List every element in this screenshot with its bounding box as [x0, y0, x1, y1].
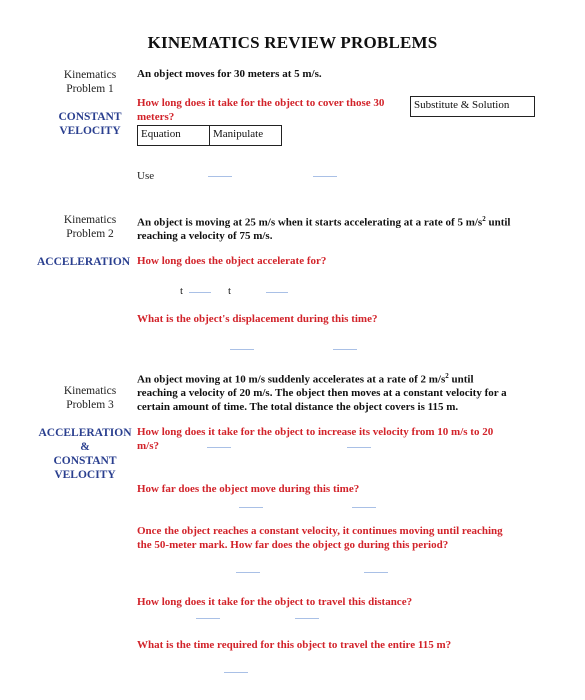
answer-blank[interactable] — [189, 292, 211, 293]
answer-blank[interactable] — [239, 507, 263, 508]
problem-1-type-line1: CONSTANT — [58, 111, 122, 123]
problem-1-type-line2: VELOCITY — [59, 125, 121, 137]
problem-1-label-line1: Kinematics — [63, 69, 117, 81]
problem-3-label-line1: Kinematics — [63, 385, 117, 397]
problem-3-label — [50, 384, 130, 412]
problem-2-statement — [137, 213, 547, 244]
answer-blank[interactable] — [313, 176, 337, 177]
problem-2-statement-exponent: 2 — [482, 215, 486, 223]
problem-3-question-1-line1: How long does it take for the object to increase its velocity from 10 m/s to 20 — [137, 426, 494, 438]
page-title: KINEMATICS REVIEW PROBLEMS — [147, 33, 438, 52]
problem-1-label — [50, 68, 130, 96]
problem-3-type-line4: VELOCITY — [54, 469, 116, 481]
equation-label: Equation — [141, 128, 181, 140]
problem-3-type-line2: & — [80, 441, 90, 453]
answer-blank[interactable] — [208, 176, 232, 177]
problem-1-label-line2: Problem 1 — [66, 83, 114, 95]
answer-blank[interactable] — [236, 572, 260, 573]
problem-2-statement-part-b: until — [485, 216, 511, 229]
problem-2-statement-part-a: An object is moving at 25 m/s when it starts accelerating at a rate of 5 m/s — [137, 216, 483, 229]
problem-2-question-1: How long does the object accelerate for? — [137, 255, 327, 267]
problem-3-statement-part-b: until — [448, 373, 474, 386]
problem-2-question-2: What is the object's displacement during this time? — [137, 313, 378, 325]
problem-3-statement-line3: certain amount of time. The total distance the object covers is 115 m. — [137, 400, 459, 413]
substitute-solution-box[interactable] — [410, 96, 535, 117]
problem-3-question-3-line2: the 50-meter mark. How far does the object go during this period? — [137, 538, 449, 551]
answer-blank[interactable] — [207, 447, 231, 448]
problem-3-question-5: What is the time required for this object to travel the entire 115 m? — [137, 639, 452, 651]
problem-2-label — [50, 213, 130, 241]
problem-2-statement-line2: reaching a velocity of 75 m/s. — [137, 230, 273, 243]
manipulate-label: Manipulate — [213, 128, 264, 140]
problem-3-type-line1: ACCELERATION — [38, 427, 132, 439]
answer-blank[interactable] — [230, 349, 254, 350]
problem-1-statement: An object moves for 30 meters at 5 m/s. — [137, 68, 322, 80]
time-symbol-1: t — [180, 285, 184, 297]
manipulate-box[interactable] — [209, 125, 282, 146]
use-label: Use — [137, 170, 155, 182]
problem-1-type — [45, 110, 135, 138]
problem-3-statement-part-a: An object moving at 10 m/s suddenly accelerates at a rate of 2 m/s — [137, 373, 446, 386]
answer-blank[interactable] — [333, 349, 357, 350]
problem-3-type-line3: CONSTANT — [53, 455, 117, 467]
problem-3-label-line2: Problem 3 — [66, 399, 114, 411]
problem-3-question-2: How far does the object move during this time? — [137, 483, 360, 495]
problem-3-question-1 — [137, 426, 547, 453]
problem-3-question-4: How long does it take for the object to travel this distance? — [137, 596, 413, 608]
answer-blank[interactable] — [352, 507, 376, 508]
equation-box[interactable] — [137, 125, 210, 146]
problem-1-question-1-line2: meters? — [137, 110, 175, 123]
problem-3-statement-exponent: 2 — [445, 372, 449, 380]
answer-blank[interactable] — [266, 292, 288, 293]
answer-blank[interactable] — [364, 572, 388, 573]
answer-blank[interactable] — [224, 672, 248, 673]
problem-3-statement-line2: reaching a velocity of 20 m/s. The object then moves at a constant velocity for a — [137, 387, 507, 400]
problem-3-type — [37, 426, 133, 482]
problem-1-question-1-line1: How long does it take for the object to cover those 30 — [137, 97, 385, 109]
problem-1-question-1 — [137, 97, 407, 124]
problem-2-type: ACCELERATION — [37, 256, 131, 268]
problem-2-label-line2: Problem 2 — [66, 228, 114, 240]
answer-blank[interactable] — [347, 447, 371, 448]
answer-blank[interactable] — [196, 618, 220, 619]
answer-blank[interactable] — [295, 618, 319, 619]
substitute-solution-label: Substitute & Solution — [414, 99, 510, 111]
time-symbol-2: t — [228, 285, 232, 297]
problem-3-statement — [137, 370, 557, 414]
problem-3-question-3-line1: Once the object reaches a constant velocity, it continues moving until reaching — [137, 525, 503, 537]
problem-3-question-3 — [137, 525, 557, 552]
problem-3-question-1-line2: m/s? — [137, 439, 159, 452]
problem-2-label-line1: Kinematics — [63, 214, 117, 226]
